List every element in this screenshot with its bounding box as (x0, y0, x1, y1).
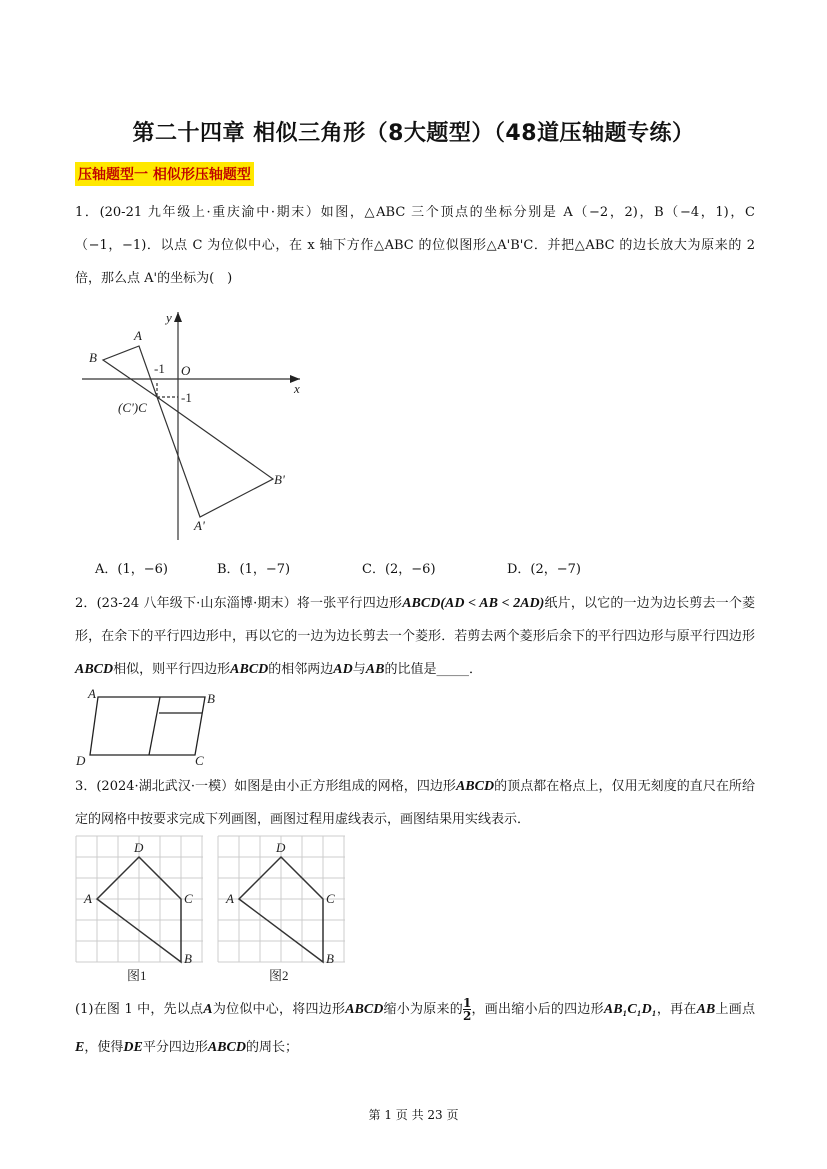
text: (1)在图 1 中，先以点 (75, 1002, 204, 1017)
label-A: A (226, 891, 234, 906)
caption-figure-2: 图2 (269, 968, 289, 983)
label-D: D (134, 840, 144, 855)
denominator: 2 (462, 1009, 472, 1023)
q1-options (95, 558, 581, 577)
math: ABCD (75, 662, 114, 677)
label-C: C (195, 753, 204, 768)
text: 2．(23-24 八年级下·山东淄博·期末）将一张平行四边形 (75, 596, 403, 611)
label-B: B (89, 350, 97, 365)
label-A: A (88, 686, 96, 701)
q2-parallelogram-figure (90, 697, 205, 755)
label-B-prime: B' (274, 472, 285, 487)
math: DE (123, 1040, 143, 1055)
label-C: C (184, 891, 193, 906)
math: ABCD (207, 1040, 246, 1055)
text: 3．(2024·湖北武汉·一模）如图是由小正方形组成的网格，四边形 (75, 779, 456, 794)
text: 与 (352, 662, 366, 677)
label-B: B (326, 951, 334, 966)
math: ABCD (345, 1002, 384, 1017)
math: AD (333, 662, 353, 677)
text: 缩小为原来的 (383, 1002, 463, 1017)
page-title: 第二十四章 相似三角形（8大题型）（48道压轴题专练） (132, 121, 695, 146)
label-D: D (276, 840, 286, 855)
label-C: (C')C (118, 400, 147, 415)
text: 的相邻两边 (268, 662, 334, 677)
text: 上画点 (715, 1002, 755, 1017)
option-a[interactable]: A．(1，−6) (95, 562, 168, 577)
text: 为位似中心，将四边形 (212, 1002, 346, 1017)
question-3-part-1 (75, 991, 755, 1067)
text: ，使得 (84, 1040, 124, 1055)
math: AB (696, 1002, 716, 1017)
text: 纸片，以它的一边为边长剪去一个菱形，在余下的平行四边形中，再以它的一边为边长剪去一个菱形．若剪去两个菱形后余下的平行四边形与原平行四边形 (75, 596, 755, 644)
text: 的顶点都在格点上，仅用无刻度的直尺在所给定的网格中按要求完成下列画图，画图过程用虚线表示，画图结果用实线表示． (75, 779, 755, 827)
label-O: O (181, 363, 191, 378)
caption-figure-1: 图1 (127, 968, 147, 983)
math: ABCD (230, 662, 269, 677)
label-B: B (207, 691, 215, 706)
option-d[interactable]: D．(2，−7) (507, 562, 582, 577)
option-c[interactable]: C．(2，−6) (362, 562, 436, 577)
math: A (203, 1002, 213, 1017)
text: 的比值是_____． (384, 662, 482, 677)
text: 的周长； (245, 1040, 298, 1055)
math: ABCD (455, 779, 495, 794)
text: ，再在 (656, 1002, 697, 1017)
text: ，画出缩小后的四边形 (471, 1002, 604, 1017)
label-B: B (184, 951, 192, 966)
math: AB (365, 662, 385, 677)
label-y: y (166, 310, 172, 325)
math: AB₁C₁D₁ (603, 1002, 657, 1017)
label-D: D (76, 753, 86, 768)
label-A-prime: A' (194, 518, 205, 533)
question-3-text (75, 770, 755, 836)
label-neg1-x: -1 (154, 361, 165, 376)
label-neg1-y: -1 (181, 390, 192, 405)
text: 相似，则平行四边形 (113, 662, 231, 677)
text: 平分四边形 (142, 1040, 208, 1055)
math: ABCD(AD < AB < 2AD) (402, 596, 545, 611)
question-1-text: 1．(20-21 九年级上·重庆渝中·期末）如图，△ABC 三个顶点的坐标分别是 A（−2，2)，B（−4，1)，C（−1，−1)．以点 C 为位似中心，在 x 轴下方作△ABC 的位似图形△A'B'C．并把△ABC 的边长放大为原来的 2 倍，那么点 A'的坐标为( ) (75, 205, 755, 286)
math: E (75, 1040, 85, 1055)
label-A: A (134, 328, 142, 343)
q1-coordinate-figure (82, 312, 300, 540)
label-C: C (326, 891, 335, 906)
label-A: A (84, 891, 92, 906)
option-b[interactable]: B．(1，−7) (217, 562, 291, 577)
page-footer: 第 1 页 共 23 页 (368, 1108, 459, 1122)
label-x: x (294, 381, 300, 396)
question-2-text (75, 587, 755, 686)
section-heading: 压轴题型一 相似形压轴题型 (75, 162, 254, 186)
numerator: 1 (462, 996, 472, 1010)
